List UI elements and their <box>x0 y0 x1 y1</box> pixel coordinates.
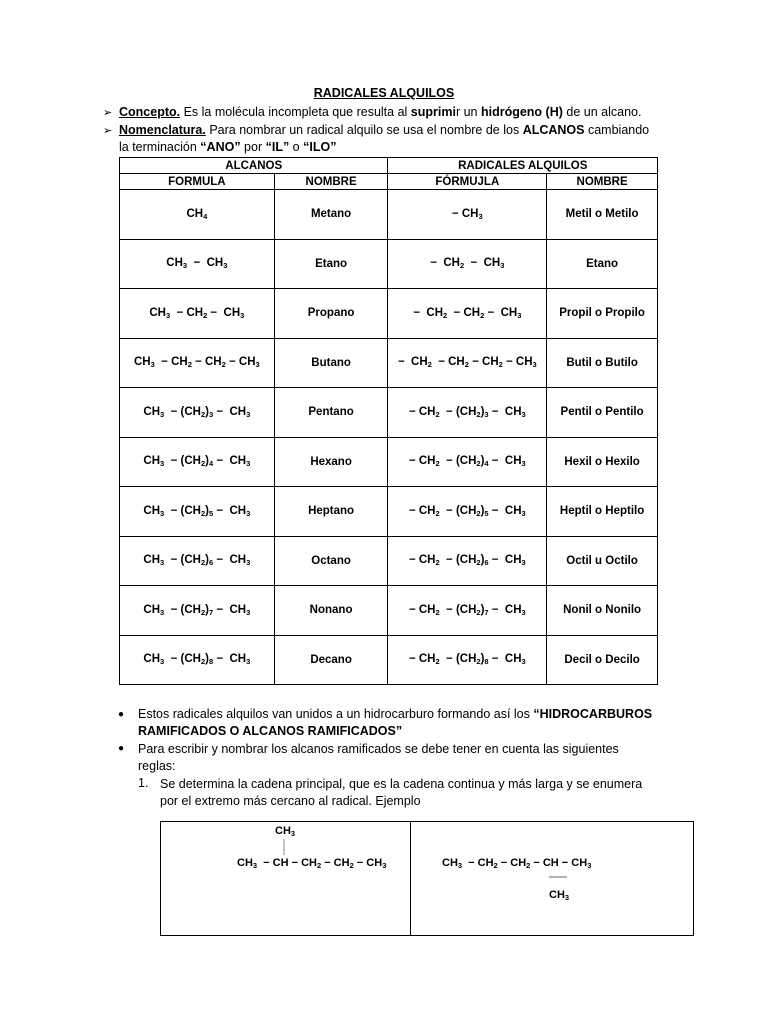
radical-name: Butil o Butilo <box>547 338 658 388</box>
radical-name: Decil o Decilo <box>547 635 658 685</box>
alkane-formula: $CH_3 - CH_3$ <box>120 239 275 289</box>
table-row <box>120 635 658 685</box>
branch-bond-line <box>278 839 290 857</box>
alkane-formula: $CH_3 - CH_2 - CH_3$ <box>120 289 275 339</box>
bullet-paragraph-1: Estos radicales alquilos van unidos a un hidrocarburo formando así los “HIDROCARBUROS RAMIFICADOS O ALCANOS RAMIFICADOS” <box>138 707 653 738</box>
radical-name: Nonil o Nonilo <box>547 586 658 636</box>
alkane-name: Hexano <box>274 437 388 487</box>
table-row <box>120 190 658 240</box>
table-row <box>120 289 658 339</box>
radical-name: Octil u Octilo <box>547 536 658 586</box>
alkane-formula: $CH_3 - CH_2 - CH_2 - CH_3$ <box>120 338 275 388</box>
alkane-name: Metano <box>274 190 388 240</box>
header-formula-radical: FÓRMUJLA <box>388 174 547 190</box>
alkane-formula: $CH_3 - (CH_2)_8 - CH_3$ <box>120 635 275 685</box>
radical-formula: − $CH_2 - CH_3$ <box>388 239 547 289</box>
page-title: RADICALES ALQUILOS <box>313 86 455 100</box>
alkane-formula: $CH_3 - (CH_2)_6 - CH_3$ <box>120 536 275 586</box>
arrow-bullet-icon: ➢ <box>103 107 113 119</box>
radical-name: Pentil o Pentilo <box>547 388 658 438</box>
table-row <box>120 586 658 636</box>
alkane-formula: $CH_3 - (CH_2)_5 - CH_3$ <box>120 487 275 537</box>
nomenclatura-line: ➢ Nomenclatura. Para nombrar un radical alquilo se usa el nombre de los ALCANOS cambiando <box>103 122 649 140</box>
rule-number: 1. <box>138 776 149 790</box>
table-row <box>120 437 658 487</box>
alkane-formula: $CH_3 - (CH_2)_7 - CH_3$ <box>120 586 275 636</box>
alkanes-table <box>119 157 658 685</box>
concepto-line: ➢ Concepto. Es la molécula incompleta que resulta al suprimir un hidrógeno (H) de un alcano. <box>103 104 641 122</box>
example-divider <box>410 822 411 935</box>
alkane-name: Propano <box>274 289 388 339</box>
alkane-name: Heptano <box>274 487 388 537</box>
radical-name: Propil o Propilo <box>547 289 658 339</box>
radical-name: Hexil o Hexilo <box>547 437 658 487</box>
table-row <box>120 487 658 537</box>
rule-1-text: Se determina la cadena principal, que es la cadena continua y más larga y se enumera por el extremo más cercano al radical. Ejemplo <box>160 777 643 808</box>
radical-formula: − $CH_2 - (CH_2)_7 - CH_3$ <box>388 586 547 636</box>
branch-methyl-bottom: $CH_3$ <box>549 889 570 902</box>
alkane-name: Nonano <box>274 586 388 636</box>
branch-methyl-top: $CH_3$ <box>275 825 296 838</box>
alkane-name: Butano <box>274 338 388 388</box>
table-row <box>120 536 658 586</box>
nomenclatura-line-2: la terminación “ANO” por “IL” o “ILO” <box>119 140 337 154</box>
radical-formula: − $CH_2 - CH_2 - CH_2 - CH_3$ <box>388 338 547 388</box>
table-row <box>120 388 658 438</box>
alkane-name: Etano <box>274 239 388 289</box>
radical-formula: − $CH_3$ <box>388 190 547 240</box>
header-nombre: NOMBRE <box>274 174 388 190</box>
radical-formula: − $CH_2 - (CH_2)_8 - CH_3$ <box>388 635 547 685</box>
radical-formula: − $CH_2 - (CH_2)_3 - CH_3$ <box>388 388 547 438</box>
table-row <box>120 338 658 388</box>
alkane-formula: $CH_3 - (CH_2)_3 - CH_3$ <box>120 388 275 438</box>
header-formula: FORMULA <box>120 174 275 190</box>
radical-name: Metil o Metilo <box>547 190 658 240</box>
main-chain-left: $CH_3$ − CH − $CH_2 - CH_2 - CH_3$ <box>237 857 387 870</box>
radical-formula: − $CH_2 - (CH_2)_4 - CH_3$ <box>388 437 547 487</box>
alkane-name: Decano <box>274 635 388 685</box>
arrow-bullet-icon: ➢ <box>103 125 113 137</box>
bullet-paragraph-2: Para escribir y nombrar los alcanos ramificados se debe tener en cuenta las siguientes reglas: <box>138 742 619 773</box>
radical-name: Heptil o Heptilo <box>547 487 658 537</box>
radical-formula: − $CH_2 - CH_2 - CH_3$ <box>388 289 547 339</box>
bullet-dot-icon: ● <box>118 743 125 754</box>
example-box <box>160 821 694 936</box>
alkane-formula: $CH_3 - (CH_2)_4 - CH_3$ <box>120 437 275 487</box>
radical-formula: − $CH_2 - (CH_2)_6 - CH_3$ <box>388 536 547 586</box>
radical-formula: − $CH_2 - (CH_2)_5 - CH_3$ <box>388 487 547 537</box>
bullet-dot-icon: ● <box>118 709 125 720</box>
group-header-radicales: RADICALES ALQUILOS <box>388 158 658 174</box>
header-nombre-radical: NOMBRE <box>547 174 658 190</box>
group-header-alcanos: ALCANOS <box>120 158 388 174</box>
radical-name: Etano <box>547 239 658 289</box>
branch-bond-line <box>547 872 571 882</box>
alkane-name: Pentano <box>274 388 388 438</box>
main-chain-right: $CH_3 - CH_2 - CH_2$ − CH − $CH_3$ <box>442 857 592 870</box>
alkane-name: Octano <box>274 536 388 586</box>
table-row <box>120 239 658 289</box>
alkane-formula: $CH_4$ <box>120 190 275 240</box>
